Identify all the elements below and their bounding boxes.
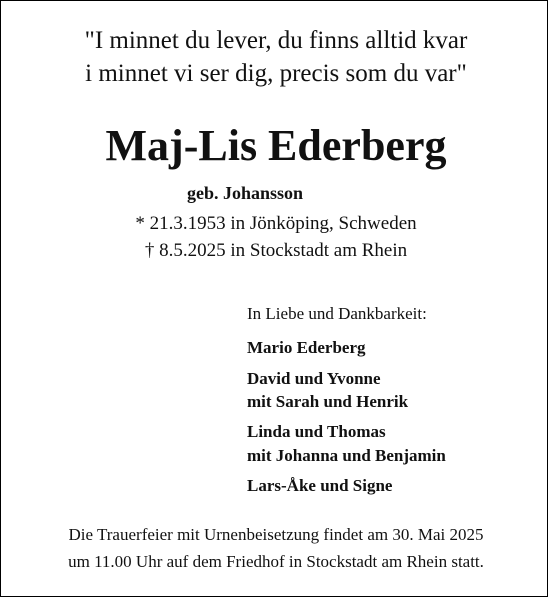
memorial-quote-line-1: "I minnet du lever, du finns alltid kvar (84, 27, 468, 54)
service-notice-line-1: Die Trauerfeier mit Urnenbeisetzung findet am 30. Mai 2025 (68, 525, 484, 544)
memorial-quote-line-2: i minnet vi ser dig, precis som du var" (85, 60, 467, 87)
service-notice-line-2: um 11.00 Uhr auf dem Friedhof in Stockstadt am Rhein statt. (68, 552, 484, 571)
birth-name: geb. Johansson (187, 183, 304, 203)
death-date: † 8.5.2025 in Stockstadt am Rhein (144, 240, 408, 261)
deceased-name: Maj-Lis Ederberg (105, 121, 447, 170)
mourners-heading: In Liebe und Dankbarkeit: (247, 304, 427, 323)
mourner-name: Lars-Åke und Signe (247, 476, 393, 495)
mourner-name: David und Yvonne (247, 369, 381, 388)
mourner-name: Mario Ederberg (247, 338, 366, 357)
mourner-name: mit Sarah und Henrik (247, 392, 409, 411)
mourner-name: mit Johanna und Benjamin (247, 446, 446, 465)
birth-date: * 21.3.1953 in Jönköping, Schweden (135, 213, 417, 234)
mourner-name: Linda und Thomas (247, 422, 386, 441)
